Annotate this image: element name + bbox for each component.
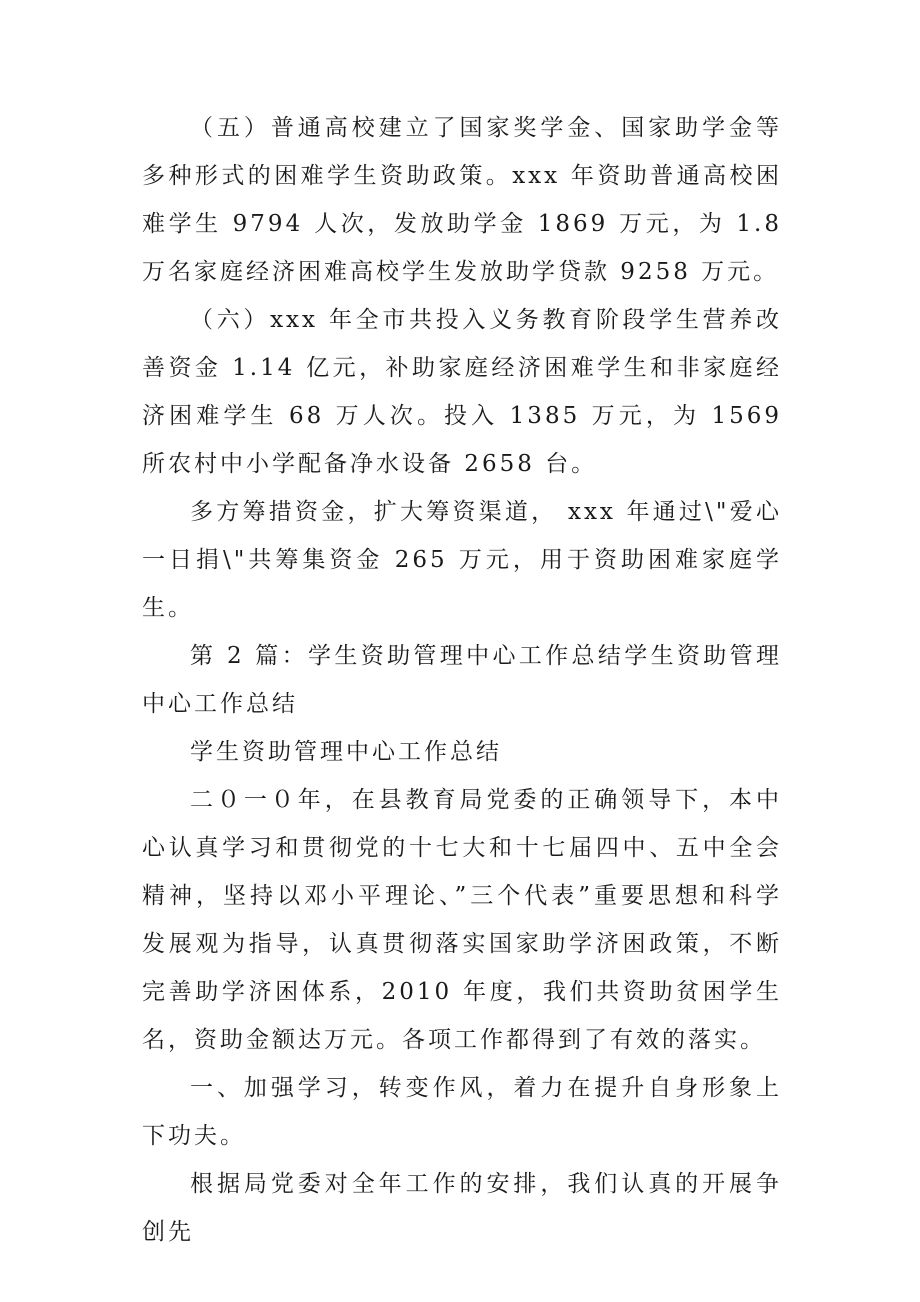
paragraph-fundraising: 多方筹措资金，扩大筹资渠道， xxx 年通过\"爱心一日捐\"共筹集资金 265 万元，用于资助困难家庭学生。: [142, 499, 782, 621]
paragraph-arrangement: 根据局党委对全年工作的安排，我们认真的开展争创先: [142, 1171, 782, 1245]
paragraph-grants-universities: （五）普通高校建立了国家奖学金、国家助学金等多种形式的困难学生资助政策。xxx 年资助普通高校困难学生 9794 人次，发放助学金 1869 万元，为 1.8 万名家庭经济困难高校学生发放助学贷款 9258 万元。: [142, 115, 782, 285]
section-heading-part-2: 第 2 篇：学生资助管理中心工作总结学生资助管理中心工作总结: [142, 643, 782, 717]
section-title: 学生资助管理中心工作总结: [190, 739, 502, 765]
paragraph-nutrition-funds: （六）xxx 年全市共投入义务教育阶段学生营养改善资金 1.14 亿元，补助家庭经济困难学生和非家庭经济困难学生 68 万人次。投入 1385 万元，为 1569 所农村中小学配备净水设备 2658 台。: [142, 307, 782, 477]
paragraph-2010-summary: 二０一０年，在县教育局党委的正确领导下，本中心认真学习和贯彻党的十七大和十七届四中、五中全会精神，坚持以邓小平理论、”三个代表”重要思想和科学发展观为指导，认真贯彻落实国家助学济困政策，不断完善助学济困体系，2010 年度，我们共资助贫困学生名，资助金额达万元。各项工作都得到了有效的落实。: [142, 787, 782, 1053]
document-body: [142, 104, 782, 1256]
paragraph-point-one: 一、加强学习，转变作风，着力在提升自身形象上下功夫。: [142, 1075, 782, 1149]
